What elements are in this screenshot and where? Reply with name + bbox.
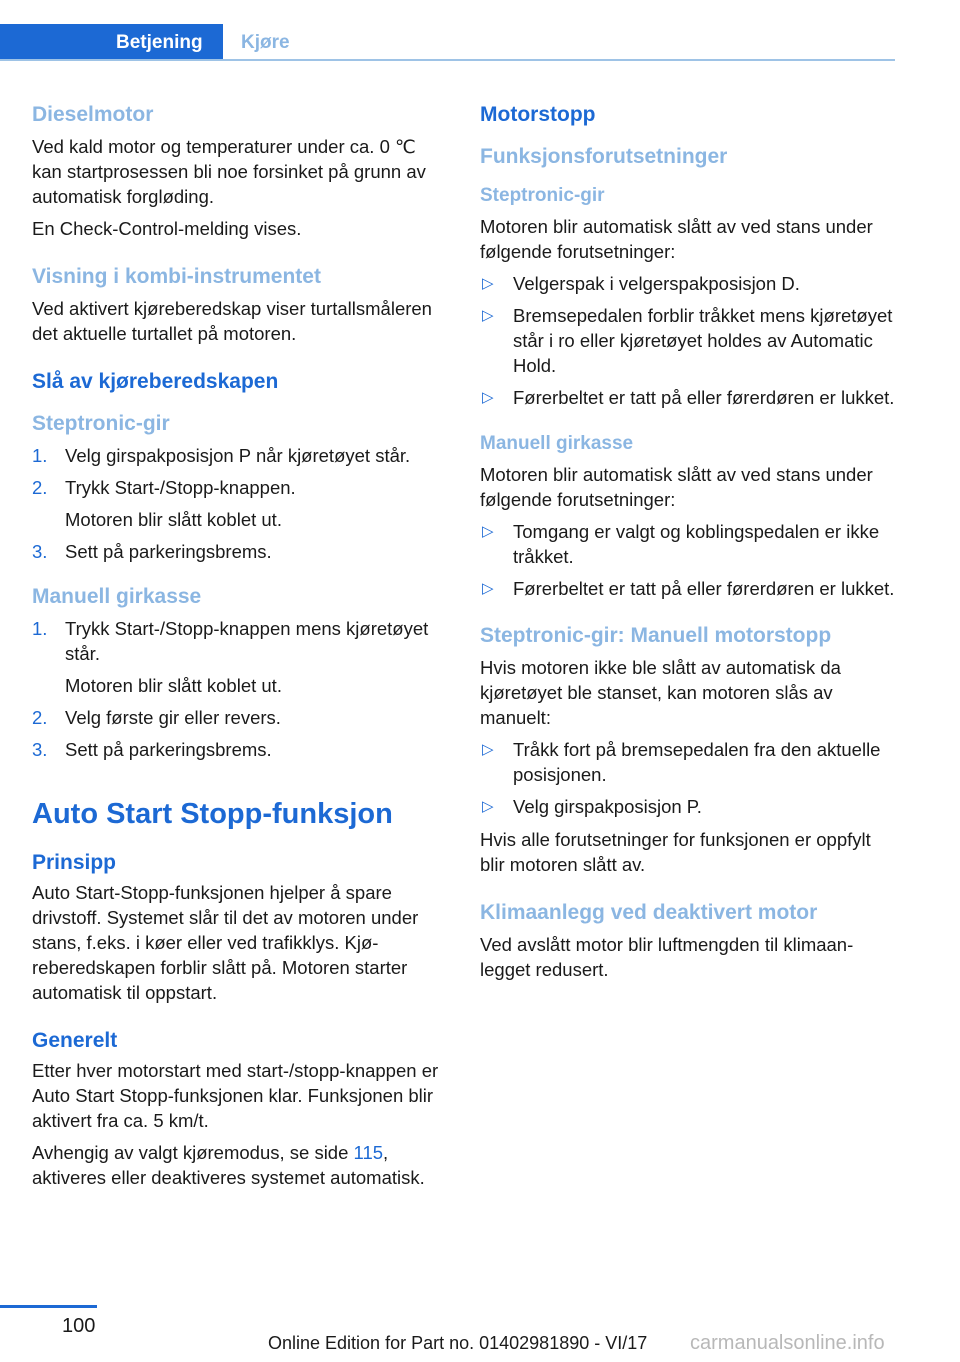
bullet-triangle-icon: ▷ (482, 275, 494, 292)
list-item: 3. Sett på parkeringsbrems. (32, 541, 272, 562)
manual-paragraph: Motoren blir automatisk slått av ved stans under følgende forutsetninger: (480, 464, 873, 510)
list-item: ▷ Førerbeltet er tatt på eller førerdøren er lukket. (482, 387, 895, 408)
bullet-triangle-icon: ▷ (482, 523, 494, 540)
steptronic-heading-left: Steptronic-gir (32, 412, 170, 435)
general-paragraph-1: Etter hver motorstart med start-/stopp-knappen er Auto Start Stopp-funksjonen klar. Funksjonen blir aktivert fra ca. 5 km/t. (32, 1060, 439, 1131)
list-item: ▷ Tomgang er valgt og koblingspedalen er ikke tråkket. (482, 521, 880, 567)
diesel-heading: Dieselmotor (32, 103, 154, 126)
bullet-triangle-icon: ▷ (482, 307, 494, 324)
kombi-heading: Visning i kombi-instrumentet (32, 265, 321, 288)
edition-text: Online Edition for Part no. 01402981890 - VI/17 (268, 1333, 648, 1353)
list-item: 2. Velg første gir eller revers. (32, 707, 281, 728)
page-link[interactable]: 115 (353, 1142, 384, 1163)
general-heading: Generelt (32, 1029, 118, 1052)
tab-betjening[interactable]: Betjening (0, 24, 223, 61)
steptronic-conditions (480, 271, 895, 410)
manualstop-steps (480, 737, 895, 819)
bullet-triangle-icon: ▷ (482, 389, 494, 406)
page-header (0, 24, 895, 62)
list-item: ▷ Tråkk fort på bremsepedalen fra den aktuelle posisjonen. (482, 739, 881, 785)
bullet-triangle-icon: ▷ (482, 580, 494, 597)
tab-kjore[interactable]: Kjøre (241, 32, 290, 53)
manual-heading-right: Manuell girkasse (480, 433, 634, 454)
principle-paragraph: Auto Start-Stopp-funksjonen hjelper å spare drivstoff. Systemet slår til det av motoren under stans, f.eks. i køer eller ved trafikklys. Kjøreberedskapen forblir slått på. Motoren starter automatisk til oppstart. (32, 882, 419, 1003)
manualstop-heading: Steptronic-gir: Manuell motorstopp (480, 624, 832, 647)
manualstop-paragraph-2: Hvis alle forutsetninger for funksjonen er oppfylt blir motoren slått av. (480, 829, 871, 875)
auto-start-stop-heading: Auto Start Stopp-funksjon (32, 798, 393, 830)
off-heading: Slå av kjøreberedskapen (32, 370, 279, 393)
prereq-heading: Funksjonsforutsetninger (480, 145, 728, 168)
left-column (32, 100, 447, 1197)
footer-rule (0, 1305, 97, 1308)
page-number: 100 (62, 1315, 96, 1337)
list-item: ▷ Førerbeltet er tatt på eller førerdøren er lukket. (482, 578, 895, 599)
watermark: carmanualsonline.info (690, 1332, 885, 1354)
climate-heading: Klimaanlegg ved deaktivert motor (480, 901, 818, 924)
general-paragraph-2: Avhengig av valgt kjøremodus, se side 115, aktiveres eller deaktiveres systemet automatisk. (32, 1142, 425, 1188)
right-column (480, 100, 895, 989)
kombi-paragraph: Ved aktivert kjøreberedskap viser turtallsmåleren det aktuelle turtallet på motoren. (32, 298, 432, 344)
motorstop-heading: Motorstopp (480, 103, 596, 126)
list-item: ▷ Velgerspak i velgerspakposisjon D. (482, 273, 800, 294)
header-rule (0, 59, 895, 61)
climate-paragraph: Ved avslått motor blir luftmengden til klimaanlegget redusert. (480, 934, 854, 980)
manualstop-paragraph-1: Hvis motoren ikke ble slått av automatisk da kjøretøyet ble stanset, kan motoren slås av manuelt: (480, 657, 841, 728)
list-item: ▷ Bremsepedalen forblir tråkket mens kjøretøyet står i ro eller kjøretøyet holdes av Automatic Hold. (482, 305, 893, 376)
bullet-triangle-icon: ▷ (482, 798, 494, 815)
diesel-paragraph-2: En Check-Control-melding vises. (32, 218, 302, 239)
list-item: 2. Trykk Start-/Stopp-knappen. Motoren blir slått koblet ut. (32, 477, 296, 530)
manual-conditions (480, 519, 895, 601)
manual-steps (32, 616, 447, 762)
manual-heading-left: Manuell girkasse (32, 585, 202, 608)
list-item: 1. Velg girspakposisjon P når kjøretøyet står. (32, 445, 411, 466)
steptronic-steps (32, 443, 447, 564)
list-item: 1. Trykk Start-/Stopp-knappen mens kjøretøyet står. Motoren blir slått koblet ut. (32, 618, 429, 696)
diesel-paragraph-1: Ved kald motor og temperaturer under ca. 0 ℃ kan startprosessen bli noe forsinket på grunn av automatisk forgløding. (32, 136, 426, 207)
list-item: 3. Sett på parkeringsbrems. (32, 739, 272, 760)
bullet-triangle-icon: ▷ (482, 741, 494, 758)
steptronic-paragraph: Motoren blir automatisk slått av ved stans under følgende forutsetninger: (480, 216, 873, 262)
steptronic-heading-right: Steptronic-gir (480, 185, 605, 206)
list-item: ▷ Velg girspakposisjon P. (482, 796, 702, 817)
principle-heading: Prinsipp (32, 851, 117, 874)
